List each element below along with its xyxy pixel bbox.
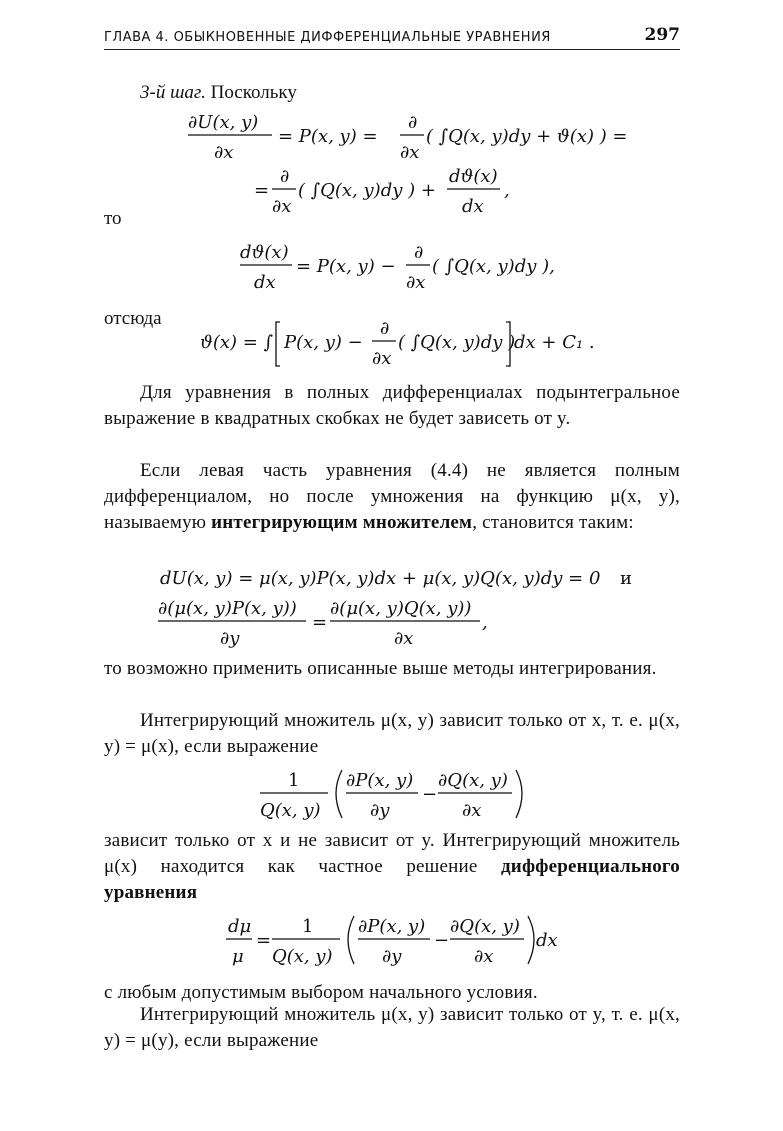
eq8-a-denominator: ∂y (382, 946, 402, 967)
equation-8 (226, 910, 566, 970)
eq8-left-numerator: dμ (228, 916, 252, 937)
paragraph-7: Интегрирующий множитель μ(x, y) зависит только от y, т. е. μ(x, y) = μ(y), если выражение (104, 1004, 680, 1051)
eq2-equals: = (254, 180, 270, 201)
eq8-right-paren (528, 916, 534, 964)
equation-2 (254, 162, 554, 218)
eq4-d-denominator: ∂x (372, 348, 392, 369)
eq6-right-denominator: ∂x (394, 628, 414, 649)
eq8-left-paren (348, 916, 354, 964)
eq1-middle: = P(x, y) = (278, 126, 378, 147)
eq3-body: ( ∫Q(x, y)dy ), (432, 256, 555, 277)
eq1-numerator: ∂U(x, y) (188, 112, 259, 133)
eq7-right-paren (516, 770, 522, 818)
eq8-equals: = (256, 930, 272, 951)
term-integrating-factor: интегрирующим множителем (211, 512, 473, 533)
eq7-denominator: Q(x, y) (260, 800, 321, 821)
paragraph-3: то возможно применить описанные выше методы интегрирования. (104, 658, 657, 679)
eq3-d-denominator: ∂x (406, 272, 426, 293)
eq7-a-denominator: ∂y (370, 800, 390, 821)
eq6-left-numerator: ∂(μ(x, y)P(x, y)) (158, 598, 297, 619)
eq5-and: и (620, 568, 632, 589)
paragraph-5 (104, 828, 680, 906)
equation-6 (158, 594, 498, 650)
eq1-d-numerator: ∂ (408, 112, 418, 133)
eq1-d-denominator: ∂x (400, 142, 420, 163)
paragraph-2-text: Если левая часть уравнения (4.4) не является полным дифференциалом, но после умножения на функцию μ(x, y), называемую (104, 460, 680, 533)
eq4-d-numerator: ∂ (380, 318, 390, 339)
eq2-d-numerator: ∂ (280, 166, 290, 187)
eq3-middle: = P(x, y) − (296, 256, 396, 277)
eq8-tail: dx (536, 930, 558, 951)
eq8-denominator: Q(x, y) (272, 946, 333, 967)
eq2-d-denominator: ∂x (272, 196, 292, 217)
equation-7 (258, 764, 530, 824)
eq4-tail: dx + C₁ . (514, 332, 595, 353)
equation-3 (240, 238, 570, 294)
eq3-numerator: dϑ(x) (240, 242, 289, 263)
running-header (104, 22, 680, 48)
page-number: 297 (644, 25, 680, 45)
paragraph-5-text: зависит только от x и не зависит от y. Интегрирующий множитель μ(x) находится как частное решение (104, 830, 680, 877)
eq4-body1: P(x, y) − (284, 332, 363, 353)
eq8-left-denominator: μ (232, 946, 244, 967)
step-text: Поскольку (210, 82, 297, 103)
eq1-body: ( ∫Q(x, y)dy + ϑ(x) ) = (426, 126, 628, 147)
eq7-left-paren (336, 770, 342, 818)
eq7-b-denominator: ∂x (462, 800, 482, 821)
eq4-body2: ( ∫Q(x, y)dy ) (398, 332, 516, 353)
eq6-right-numerator: ∂(μ(x, y)Q(x, y)) (330, 598, 472, 619)
paragraph-1: Для уравнения в полных дифференциалах подынтегральное выражение в квадратных скобках не будет зависеть от y. (104, 382, 680, 429)
eq8-b-numerator: ∂Q(x, y) (450, 916, 520, 937)
step-label: 3-й шаг. (140, 82, 206, 103)
connector-then: то (104, 208, 122, 229)
equation-1 (188, 108, 628, 164)
eq7-minus: − (422, 784, 438, 805)
eq7-numerator: 1 (288, 770, 300, 791)
eq2-body: ( ∫Q(x, y)dy ) + (298, 180, 436, 201)
eq5-line: dU(x, y) = μ(x, y)P(x, y)dx + μ(x, y)Q(x, y)dy = 0 (160, 568, 601, 589)
header-rule (104, 49, 680, 50)
paragraph-2-end: , становится таким: (472, 512, 634, 533)
chapter-title: ГЛАВА 4. ОБЫКНОВЕННЫЕ ДИФФЕРЕНЦИАЛЬНЫЕ УРАВНЕНИЯ (104, 30, 551, 45)
eq2-frac-denominator: dx (462, 196, 484, 217)
paragraph-6: с любым допустимым выбором начального условия. (104, 982, 538, 1003)
eq7-b-numerator: ∂Q(x, y) (438, 770, 508, 791)
eq7-a-numerator: ∂P(x, y) (346, 770, 414, 791)
eq8-a-numerator: ∂P(x, y) (358, 916, 426, 937)
paragraph-4: Интегрирующий множитель μ(x, y) зависит только от x, т. е. μ(x, y) = μ(x), если выражение (104, 710, 680, 757)
eq6-tail: , (482, 612, 488, 633)
paragraph-2 (104, 458, 680, 536)
equation-5 (160, 564, 660, 594)
eq3-denominator: dx (254, 272, 276, 293)
equation-4 (200, 312, 600, 372)
eq2-frac-numerator: dϑ(x) (449, 166, 498, 187)
eq4-left-bracket (276, 322, 280, 366)
term-differential-equation: дифференциального уравнения (104, 856, 680, 903)
eq8-b-denominator: ∂x (474, 946, 494, 967)
connector-hence: отсюда (104, 308, 162, 329)
eq8-numerator: 1 (302, 916, 314, 937)
step-heading (140, 80, 297, 106)
eq4-lhs: ϑ(x) = ∫ (200, 332, 273, 353)
eq3-d-numerator: ∂ (414, 242, 424, 263)
eq6-equals: = (312, 612, 328, 633)
eq6-left-denominator: ∂y (220, 628, 240, 649)
eq2-tail: , (504, 180, 510, 201)
eq1-denominator: ∂x (214, 142, 234, 163)
eq8-minus: − (434, 930, 450, 951)
